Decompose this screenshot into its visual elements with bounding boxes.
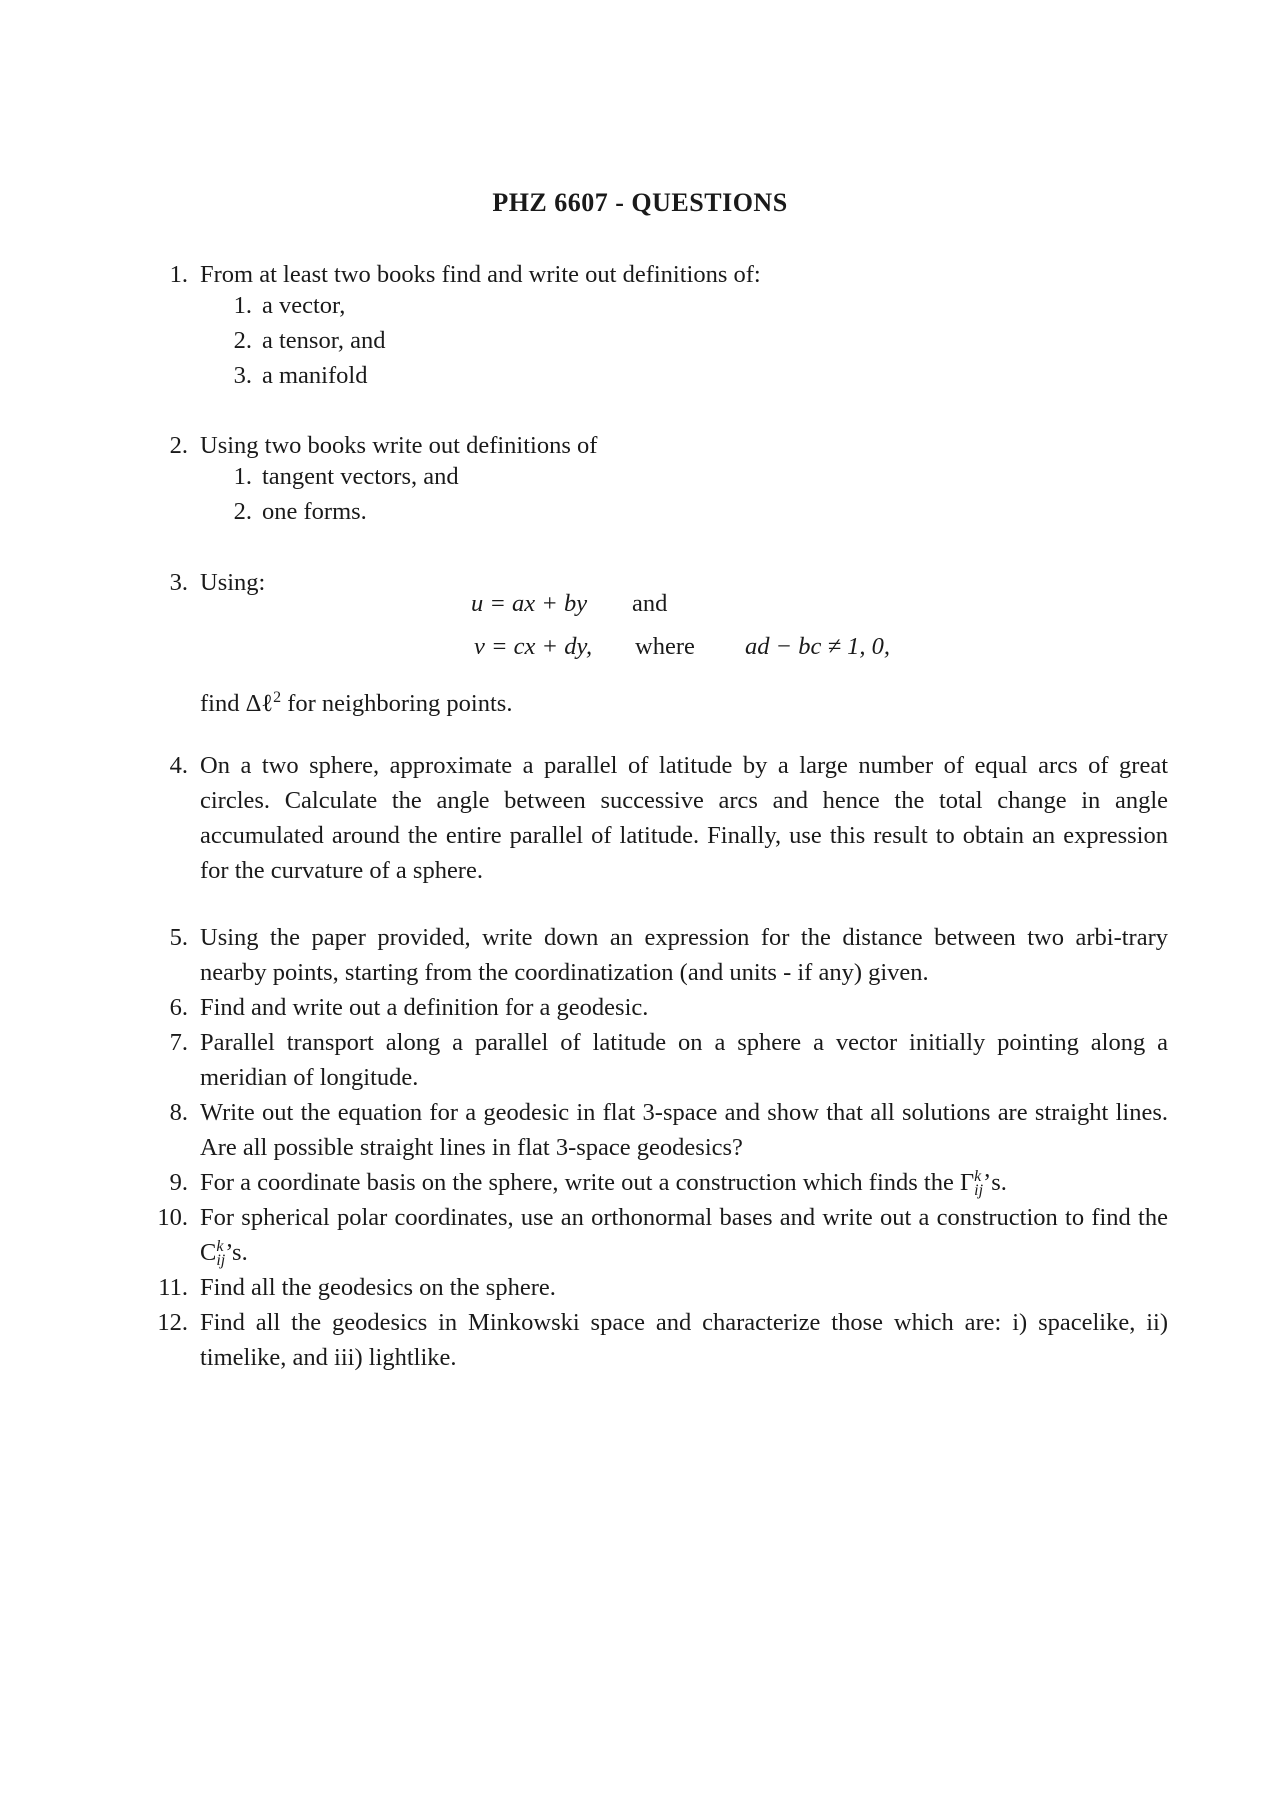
question-text: Parallel transport along a parallel of latitude on a sphere a vector initially pointing along a meridian of longitude. [200,1029,1168,1091]
question-text: Find all the geodesics in Minkowski space and characterize those which are: i) spacelike, ii) timelike, and iii) lightlike. [200,1309,1168,1371]
question-text: Find all the geodesics on the sphere. [200,1274,556,1301]
question-text: Using: [200,569,266,596]
equation-condition: ad − bc ≠ 1, 0, [745,633,890,660]
question-number: 5. [169,924,188,951]
question-number: 11. [158,1274,188,1301]
question-text: find Δℓ$^2$ for neighboring points. [200,689,513,718]
document-page: PHZ 6607 - QUESTIONS 1. From at least two books find and write out definitions of: 1. a vector, 2. a tensor, and 3. a manifold 2. Using two books write out definitions of 1. tangent vectors, and 2. one forms. 3. Using: u = ax + by and v = cx + dy, where ad − bc ≠ 1, 0, find Δℓ$^2$ for neighboring points. 4. On a two sphere, approximate a parallel of latitude by a large number of equal arcs of great circles. Calculate the angle between successive arcs and hence the total change in angle accumulated around the entire parallel of latitude. Finally, use this result to obtain an expression for the curvature of a sphere. 5. Using the paper provided, write down an expression for the distance between two arbi-trary nearby points, starting from the coordinatization (and units - if any) given. 6. Find and write out a definition for a geodesic. 7. Parallel transport along a parallel of latitude on a sphere a vector initially pointing along a meridian of longitude. 8. Write out the equation for a geodesic in flat 3-space and show that all solutions are straight lines. Are all possible straight lines in flat 3-space geodesics? 9. For a coordinate basis on the sphere, write out a construction which finds the Γ k ij ’s. 10. For spherical polar coordinates, use an orthonormal bases and write out a construction to find the C k ij ’s. 11. Find all the geodesics on the sphere. 12. Find all the geodesics in Minkowski space and characterize those which are: i) spacelike, ii) timelike, and iii) lightlike. [0,0,1280,1811]
question-number: 7. [169,1029,188,1056]
question-number: 8. [169,1099,188,1126]
question-text: For a coordinate basis on the sphere, write out a construction which finds the Γ k ij ’s. [200,1168,1007,1200]
question-number: 4. [169,752,188,779]
equation-u: u = ax + by [471,590,588,617]
equation-connector: and [632,590,668,617]
question-number: 1. [169,261,188,288]
question-number: 6. [169,994,188,1021]
question-number: 10. [157,1204,188,1231]
equation-v: v = cx + dy, [474,633,593,660]
question-text: Using the paper provided, write down an expression for the distance between two arbi-trary nearby points, starting from the coordinatization (and units - if any) given. [200,924,1168,986]
question-text: For spherical polar coordinates, use an orthonormal bases and write out a construction to find the C k ij ’s. [200,1204,1168,1270]
question-text: From at least two books find and write out definitions of: [200,261,761,288]
equation-connector: where [635,633,695,660]
question-number: 3. [169,569,188,596]
question-text: Find and write out a definition for a geodesic. [200,994,649,1021]
question-text: On a two sphere, approximate a parallel of latitude by a large number of equal arcs of great circles. Calculate the angle between successive arcs and hence the total change in angle accumulated around the entire parallel of latitude. Finally, use this result to obtain an expression for the curvature of a sphere. [200,752,1168,884]
question-number: 2. [169,432,188,459]
question-text: Using two books write out definitions of [200,432,598,459]
question-number: 12. [157,1309,188,1336]
question-number: 9. [169,1169,188,1196]
question-text: Write out the equation for a geodesic in flat 3-space and show that all solutions are straight lines. Are all possible straight lines in flat 3-space geodesics? [200,1099,1168,1161]
page-title: PHZ 6607 - QUESTIONS [492,188,788,217]
